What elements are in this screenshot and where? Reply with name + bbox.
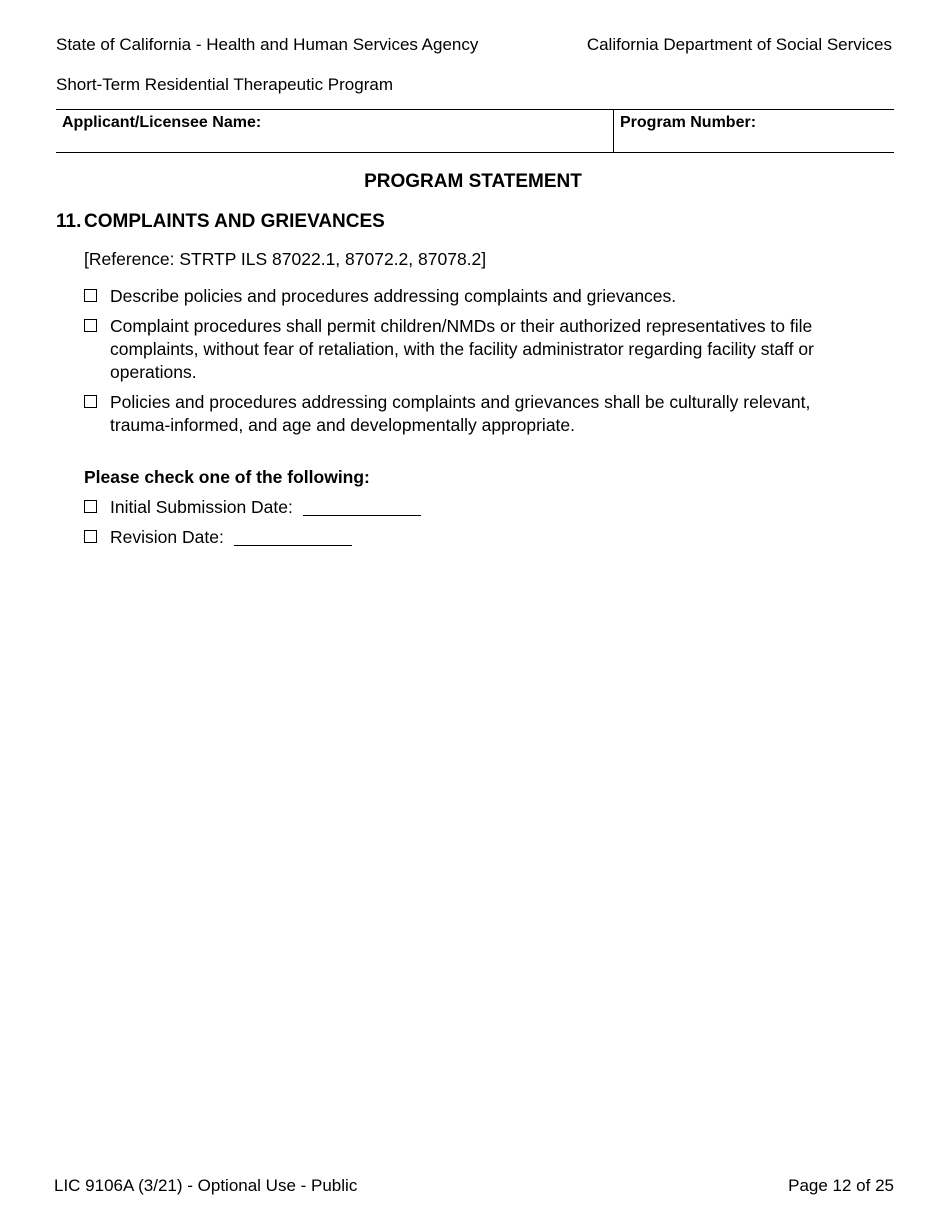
form-identifier: LIC 9106A (3/21) - Optional Use - Public [54,1176,358,1195]
initial-submission-label: Initial Submission Date: [110,497,293,517]
program-number-label: Program Number: [620,114,757,131]
applicant-name-field[interactable] [56,110,614,152]
checklist-item [84,285,874,308]
program-number-field[interactable] [614,110,894,152]
checklist-item [84,315,874,384]
checklist-item-text: Policies and procedures addressing complaints and grievances shall be culturally relevant, trauma-informed, and age and developmentally appropriate. [110,392,811,435]
program-name: Short-Term Residential Therapeutic Program [56,75,393,94]
page-number: Page 12 of 25 [788,1176,894,1195]
initial-submission-row [84,496,421,519]
revision-checkbox[interactable] [84,530,97,543]
agency-name: State of California - Health and Human Services Agency [56,35,479,54]
applicant-info-table [56,109,894,153]
reference-text: [Reference: STRTP ILS 87022.1, 87072.2, 87078.2] [84,249,487,269]
revision-label: Revision Date: [110,527,224,547]
initial-submission-checkbox[interactable] [84,500,97,513]
submission-prompt: Please check one of the following: [84,467,370,487]
checkbox[interactable] [84,289,97,302]
section-heading [56,211,385,233]
requirements-checklist [84,285,874,444]
applicant-name-label: Applicant/Licensee Name: [62,114,262,131]
document-title: PROGRAM STATEMENT [364,171,582,192]
section-title: COMPLAINTS AND GRIEVANCES [84,211,385,232]
checkbox[interactable] [84,395,97,408]
department-name: California Department of Social Services [586,35,892,54]
checklist-item [84,391,874,437]
revision-date-field[interactable] [234,526,352,546]
section-number: 11. [56,211,82,232]
checkbox[interactable] [84,319,97,332]
revision-row [84,526,352,549]
checklist-item-text: Describe policies and procedures addressing complaints and grievances. [110,286,677,306]
checklist-item-text: Complaint procedures shall permit children/NMDs or their authorized representatives to file complaints, without fear of retaliation, with the facility administrator regarding facility staff or operations. [110,316,814,382]
initial-submission-date-field[interactable] [303,496,421,516]
